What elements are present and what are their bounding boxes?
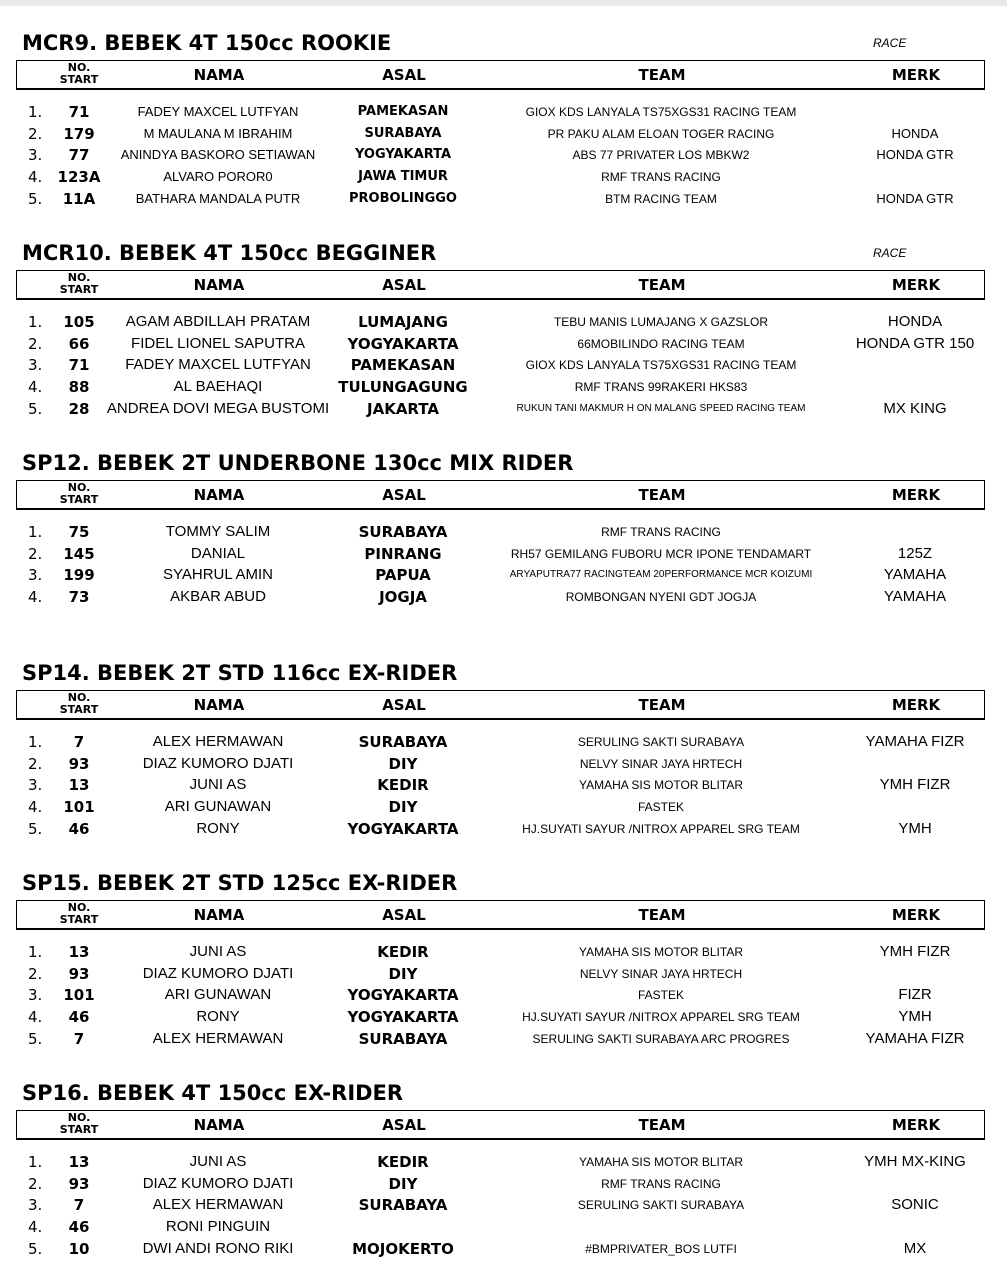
rider-origin: DIY bbox=[388, 754, 418, 773]
bike-brand: YAMAHA bbox=[883, 566, 947, 584]
header-nama: NAMA bbox=[193, 66, 245, 84]
position-number: 4. bbox=[28, 588, 43, 607]
bike-brand: YMH bbox=[898, 819, 932, 837]
position-number: 3. bbox=[28, 1196, 43, 1215]
table-row bbox=[0, 796, 1007, 818]
rider-origin: YOGYAKARTA bbox=[354, 147, 452, 163]
section-title: MCR10. BEBEK 4T 150cc BEGGINER bbox=[22, 241, 437, 265]
top-strip bbox=[0, 0, 1007, 6]
section-title: SP14. BEBEK 2T STD 116cc EX-RIDER bbox=[22, 661, 458, 685]
team-name: FASTEK bbox=[637, 800, 684, 815]
position-number: 2. bbox=[28, 124, 43, 143]
rider-name: ALEX HERMAWAN bbox=[152, 1029, 284, 1047]
rider-origin: SURABAYA bbox=[358, 1029, 448, 1048]
position-number: 3. bbox=[28, 566, 43, 585]
start-number: 77 bbox=[68, 146, 90, 165]
team-name: YAMAHA SIS MOTOR BLITAR bbox=[578, 1155, 744, 1169]
team-name: RMF TRANS RACING bbox=[601, 170, 721, 185]
bike-brand: YMH MX-KING bbox=[864, 1153, 966, 1170]
header-no-label: NO. bbox=[67, 1111, 91, 1124]
start-number: 105 bbox=[63, 313, 95, 331]
rider-origin: PINRANG bbox=[364, 544, 442, 563]
header-start-label: START bbox=[59, 913, 99, 926]
bike-brand: MX KING bbox=[883, 399, 947, 417]
header-team: TEAM bbox=[638, 696, 686, 714]
team-name: RMF TRANS RACING bbox=[601, 525, 721, 539]
rider-origin: LUMAJANG bbox=[358, 313, 448, 331]
table-row bbox=[0, 1216, 1007, 1238]
table-row bbox=[0, 398, 1007, 420]
team-name: RMF TRANS RACING bbox=[601, 1176, 721, 1191]
table-row bbox=[0, 376, 1007, 398]
table-row bbox=[0, 101, 1007, 123]
header-asal: ASAL bbox=[382, 276, 426, 294]
start-number: 101 bbox=[63, 798, 95, 817]
rider-name: FADEY MAXCEL LUTFYAN bbox=[125, 356, 311, 374]
team-name: GIOX KDS LANYALA TS75XGS31 RACING TEAM bbox=[525, 358, 797, 373]
header-no-label: NO. bbox=[67, 691, 91, 704]
header-nama: NAMA bbox=[193, 276, 245, 294]
position-number: 1. bbox=[28, 313, 43, 331]
table-row bbox=[0, 521, 1007, 543]
rider-origin: JAWA TIMUR bbox=[358, 169, 448, 185]
header-team: TEAM bbox=[638, 66, 686, 84]
race-tag: RACE bbox=[873, 36, 907, 50]
position-number: 3. bbox=[28, 356, 43, 375]
rider-name: TOMMY SALIM bbox=[165, 523, 271, 540]
position-number: 1. bbox=[28, 103, 43, 121]
table-header bbox=[16, 1110, 985, 1140]
section-title: MCR9. BEBEK 4T 150cc ROOKIE bbox=[22, 31, 392, 55]
team-name: RUKUN TANI MAKMUR H ON MALANG SPEED RACING TEAM bbox=[516, 402, 806, 414]
rider-origin: TULUNGAGUNG bbox=[338, 378, 468, 397]
rider-name: ALEX HERMAWAN bbox=[152, 733, 284, 750]
rider-origin: JOGJA bbox=[379, 588, 427, 607]
position-number: 2. bbox=[28, 754, 43, 773]
race-class-section bbox=[0, 870, 1007, 1070]
start-number: 13 bbox=[68, 943, 90, 961]
team-name: ABS 77 PRIVATER LOS MBKW2 bbox=[572, 148, 750, 163]
rider-name: SYAHRUL AMIN bbox=[162, 566, 274, 584]
rider-name: FIDEL LIONEL SAPUTRA bbox=[131, 334, 305, 352]
table-row bbox=[0, 188, 1007, 210]
table-row bbox=[0, 311, 1007, 333]
table-row bbox=[0, 333, 1007, 355]
position-number: 2. bbox=[28, 544, 43, 563]
team-name: 66MOBILINDO RACING TEAM bbox=[577, 336, 745, 351]
header-asal: ASAL bbox=[382, 1116, 426, 1134]
header-team: TEAM bbox=[638, 906, 686, 924]
bike-brand: YAMAHA FIZR bbox=[865, 733, 965, 750]
rider-origin: YOGYAKARTA bbox=[347, 334, 459, 353]
position-number: 5. bbox=[28, 819, 43, 838]
start-number: 10 bbox=[68, 1239, 90, 1258]
start-number: 7 bbox=[73, 1196, 85, 1215]
header-nama: NAMA bbox=[193, 696, 245, 714]
rider-origin: JAKARTA bbox=[367, 399, 439, 418]
table-row bbox=[0, 166, 1007, 188]
rider-name: JUNI AS bbox=[189, 1153, 247, 1170]
rider-name: ANINDYA BASKORO SETIAWAN bbox=[120, 147, 316, 163]
rider-origin: YOGYAKARTA bbox=[347, 986, 459, 1005]
table-row bbox=[0, 963, 1007, 985]
rider-origin: SURABAYA bbox=[358, 1196, 448, 1215]
bike-brand: HONDA GTR 150 bbox=[855, 334, 975, 352]
rider-name: JUNI AS bbox=[189, 943, 247, 960]
header-nama: NAMA bbox=[193, 906, 245, 924]
bike-brand: YAMAHA bbox=[883, 588, 947, 606]
rider-name: ARI GUNAWAN bbox=[164, 986, 272, 1004]
table-row bbox=[0, 774, 1007, 796]
bike-brand: YMH FIZR bbox=[879, 943, 951, 960]
start-number: 46 bbox=[68, 1008, 90, 1027]
start-number: 93 bbox=[68, 754, 90, 773]
table-row bbox=[0, 564, 1007, 586]
position-number: 1. bbox=[28, 943, 43, 961]
header-asal: ASAL bbox=[382, 66, 426, 84]
team-name: NELVY SINAR JAYA HRTECH bbox=[579, 756, 743, 771]
start-number: 71 bbox=[68, 356, 90, 375]
rider-name: RONY bbox=[196, 1008, 240, 1026]
rider-name: AL BAEHAQI bbox=[173, 378, 263, 396]
start-number: 66 bbox=[68, 334, 90, 353]
bike-brand: FIZR bbox=[898, 986, 932, 1004]
table-row bbox=[0, 753, 1007, 775]
header-team: TEAM bbox=[638, 276, 686, 294]
team-name: YAMAHA SIS MOTOR BLITAR bbox=[578, 778, 744, 793]
rider-origin: SURABAYA bbox=[358, 733, 448, 751]
position-number: 5. bbox=[28, 399, 43, 418]
table-row bbox=[0, 144, 1007, 166]
team-name: ROMBONGAN NYENI GDT JOGJA bbox=[565, 590, 757, 605]
table-row bbox=[0, 123, 1007, 145]
rider-origin: YOGYAKARTA bbox=[347, 1008, 459, 1027]
rider-name: JUNI AS bbox=[189, 776, 247, 794]
position-number: 3. bbox=[28, 986, 43, 1005]
header-no-label: NO. bbox=[67, 61, 91, 74]
position-number: 4. bbox=[28, 1008, 43, 1027]
header-start-label: START bbox=[59, 703, 99, 716]
table-row bbox=[0, 1006, 1007, 1028]
position-number: 4. bbox=[28, 798, 43, 817]
rider-origin: PROBOLINGGO bbox=[349, 190, 457, 206]
bike-brand: HONDA GTR bbox=[876, 190, 954, 206]
start-number: 13 bbox=[68, 776, 90, 795]
rider-origin: SURABAYA bbox=[358, 523, 448, 541]
section-title: SP15. BEBEK 2T STD 125cc EX-RIDER bbox=[22, 871, 458, 895]
rider-origin: DIY bbox=[388, 798, 418, 817]
start-number: 28 bbox=[68, 399, 90, 418]
rider-origin: KEDIR bbox=[377, 943, 429, 961]
rider-name: ARI GUNAWAN bbox=[164, 798, 272, 816]
table-header bbox=[16, 690, 985, 720]
position-number: 2. bbox=[28, 1174, 43, 1193]
start-number: 179 bbox=[63, 124, 95, 143]
team-name: NELVY SINAR JAYA HRTECH bbox=[579, 966, 743, 981]
table-row bbox=[0, 818, 1007, 840]
table-header bbox=[16, 270, 985, 300]
start-number: 13 bbox=[68, 1153, 90, 1171]
table-row bbox=[0, 941, 1007, 963]
table-row bbox=[0, 1173, 1007, 1195]
rider-name: DIAZ KUMORO DJATI bbox=[142, 754, 294, 772]
team-name: TEBU MANIS LUMAJANG X GAZSLOR bbox=[553, 315, 769, 329]
start-number: 7 bbox=[73, 1029, 85, 1048]
rider-name: ALEX HERMAWAN bbox=[152, 1196, 284, 1214]
position-number: 3. bbox=[28, 776, 43, 795]
position-number: 5. bbox=[28, 1239, 43, 1258]
rider-name: RONY bbox=[196, 819, 240, 837]
table-row bbox=[0, 1238, 1007, 1260]
position-number: 1. bbox=[28, 733, 43, 751]
bike-brand: MX bbox=[903, 1239, 927, 1257]
table-row bbox=[0, 1194, 1007, 1216]
start-number: 46 bbox=[68, 1218, 90, 1237]
header-start-label: START bbox=[59, 493, 99, 506]
team-name: PR PAKU ALAM ELOAN TOGER RACING bbox=[547, 126, 775, 141]
start-number: 123A bbox=[57, 168, 101, 187]
bike-brand: HONDA GTR bbox=[876, 147, 954, 163]
position-number: 4. bbox=[28, 378, 43, 397]
team-name: SERULING SAKTI SURABAYA bbox=[577, 735, 745, 749]
rider-origin: SURABAYA bbox=[364, 125, 442, 141]
start-number: 145 bbox=[63, 544, 95, 563]
table-row bbox=[0, 731, 1007, 753]
header-start-label: START bbox=[59, 1123, 99, 1136]
start-number: 71 bbox=[68, 103, 90, 121]
team-name: #BMPRIVATER_BOS LUTFI bbox=[585, 1241, 737, 1256]
header-nama: NAMA bbox=[193, 486, 245, 504]
rider-name: DIAZ KUMORO DJATI bbox=[142, 964, 294, 982]
start-number: 7 bbox=[73, 733, 85, 751]
table-header bbox=[16, 480, 985, 510]
header-start-label: START bbox=[59, 73, 99, 86]
header-merk: MERK bbox=[891, 906, 941, 924]
rider-name: FADEY MAXCEL LUTFYAN bbox=[137, 104, 299, 119]
rider-origin: PAPUA bbox=[375, 566, 431, 585]
header-merk: MERK bbox=[891, 66, 941, 84]
rider-name: ANDREA DOVI MEGA BUSTOMI bbox=[106, 399, 330, 417]
start-number: 75 bbox=[68, 523, 90, 541]
position-number: 5. bbox=[28, 189, 43, 208]
team-name: YAMAHA SIS MOTOR BLITAR bbox=[578, 945, 744, 959]
team-name: GIOX KDS LANYALA TS75XGS31 RACING TEAM bbox=[525, 105, 797, 119]
table-row bbox=[0, 1028, 1007, 1050]
position-number: 5. bbox=[28, 1029, 43, 1048]
rider-origin: PAMEKASAN bbox=[350, 356, 456, 375]
rider-origin: DIY bbox=[388, 1174, 418, 1193]
team-name: ARYAPUTRA77 RACINGTEAM 20PERFORMANCE MCR KOIZUMI bbox=[509, 569, 813, 581]
team-name: SERULING SAKTI SURABAYA bbox=[577, 1198, 745, 1213]
start-number: 11A bbox=[62, 189, 96, 208]
rider-origin: KEDIR bbox=[377, 1153, 429, 1171]
table-header bbox=[16, 900, 985, 930]
bike-brand: YAMAHA FIZR bbox=[865, 1029, 965, 1047]
team-name: RMF TRANS 99RAKERI HKS83 bbox=[574, 380, 748, 395]
table-row bbox=[0, 543, 1007, 565]
header-merk: MERK bbox=[891, 276, 941, 294]
bike-brand: SONIC bbox=[891, 1196, 939, 1214]
header-team: TEAM bbox=[638, 1116, 686, 1134]
table-header bbox=[16, 60, 985, 90]
header-no-label: NO. bbox=[67, 901, 91, 914]
rider-name: DANIAL bbox=[190, 544, 246, 562]
header-no-label: NO. bbox=[67, 271, 91, 284]
position-number: 2. bbox=[28, 334, 43, 353]
team-name: BTM RACING TEAM bbox=[605, 191, 717, 206]
start-number: 93 bbox=[68, 1174, 90, 1193]
rider-name: AKBAR ABUD bbox=[170, 588, 266, 606]
position-number: 1. bbox=[28, 1153, 43, 1171]
bike-brand: YMH bbox=[898, 1008, 932, 1026]
position-number: 4. bbox=[28, 1218, 43, 1237]
table-row bbox=[0, 984, 1007, 1006]
bike-brand: 125Z bbox=[897, 544, 933, 562]
header-team: TEAM bbox=[638, 486, 686, 504]
race-class-section bbox=[0, 1080, 1007, 1280]
team-name: SERULING SAKTI SURABAYA ARC PROGRES bbox=[532, 1031, 790, 1046]
bike-brand: HONDA bbox=[887, 313, 943, 330]
race-class-section bbox=[0, 450, 1007, 650]
header-asal: ASAL bbox=[382, 486, 426, 504]
table-row bbox=[0, 586, 1007, 608]
rider-origin: MOJOKERTO bbox=[352, 1239, 454, 1258]
rider-origin: PAMEKASAN bbox=[357, 104, 449, 119]
header-nama: NAMA bbox=[193, 1116, 245, 1134]
header-merk: MERK bbox=[891, 1116, 941, 1134]
start-number: 88 bbox=[68, 378, 90, 397]
header-merk: MERK bbox=[891, 696, 941, 714]
race-class-section bbox=[0, 660, 1007, 860]
rider-origin: YOGYAKARTA bbox=[347, 819, 459, 838]
race-class-section bbox=[0, 30, 1007, 230]
table-row bbox=[0, 1151, 1007, 1173]
bike-brand: YMH FIZR bbox=[879, 776, 951, 794]
header-asal: ASAL bbox=[382, 906, 426, 924]
team-name: HJ.SUYATI SAYUR /NITROX APPAREL SRG TEAM bbox=[522, 821, 800, 836]
race-class-section bbox=[0, 240, 1007, 440]
race-tag: RACE bbox=[873, 246, 907, 260]
rider-name: ALVARO POROR0 bbox=[163, 169, 273, 185]
section-title: SP16. BEBEK 4T 150cc EX-RIDER bbox=[22, 1081, 404, 1105]
rider-origin: KEDIR bbox=[377, 776, 429, 795]
rider-name: RONI PINGUIN bbox=[165, 1218, 271, 1236]
position-number: 1. bbox=[28, 523, 43, 541]
header-start-label: START bbox=[59, 283, 99, 296]
header-asal: ASAL bbox=[382, 696, 426, 714]
rider-origin: DIY bbox=[388, 964, 418, 983]
table-row bbox=[0, 354, 1007, 376]
rider-name: DIAZ KUMORO DJATI bbox=[142, 1174, 294, 1192]
team-name: HJ.SUYATI SAYUR /NITROX APPAREL SRG TEAM bbox=[522, 1010, 800, 1025]
position-number: 2. bbox=[28, 964, 43, 983]
start-number: 199 bbox=[63, 566, 95, 585]
start-number: 73 bbox=[68, 588, 90, 607]
start-number: 101 bbox=[63, 986, 95, 1005]
team-name: RH57 GEMILANG FUBORU MCR IPONE TENDAMART bbox=[510, 546, 812, 561]
start-number: 93 bbox=[68, 964, 90, 983]
rider-name: M MAULANA M IBRAHIM bbox=[143, 125, 293, 141]
header-merk: MERK bbox=[891, 486, 941, 504]
rider-name: AGAM ABDILLAH PRATAM bbox=[125, 313, 311, 330]
section-title: SP12. BEBEK 2T UNDERBONE 130cc MIX RIDER bbox=[22, 451, 574, 475]
bike-brand: HONDA bbox=[891, 125, 939, 141]
team-name: FASTEK bbox=[637, 988, 684, 1003]
rider-name: DWI ANDI RONO RIKI bbox=[142, 1239, 294, 1257]
rider-name: BATHARA MANDALA PUTR bbox=[135, 190, 301, 206]
header-no-label: NO. bbox=[67, 481, 91, 494]
position-number: 4. bbox=[28, 168, 43, 187]
position-number: 3. bbox=[28, 146, 43, 165]
start-number: 46 bbox=[68, 819, 90, 838]
